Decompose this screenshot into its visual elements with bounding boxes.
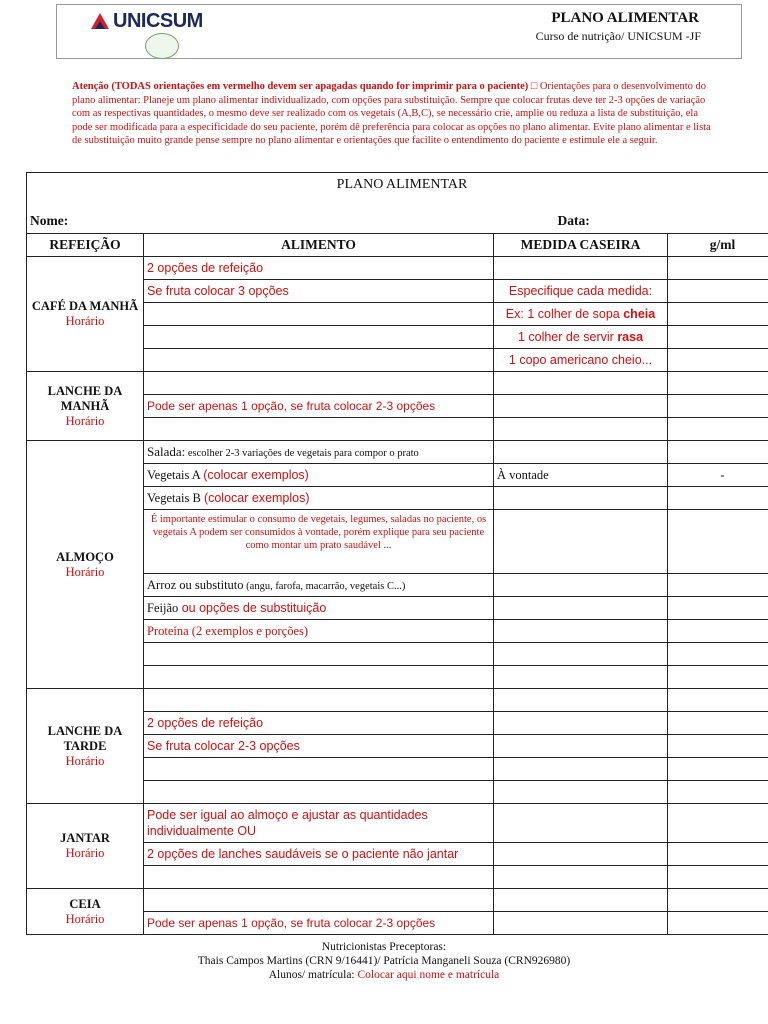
jantar-measure-2[interactable] <box>494 843 668 866</box>
cafe-gml-3[interactable] <box>668 303 768 326</box>
lanche-tarde-measure-3[interactable] <box>494 735 668 758</box>
cafe-food-4[interactable] <box>144 326 494 349</box>
logo-inner-triangle-icon <box>95 21 105 29</box>
almoco-gml-note[interactable] <box>668 510 768 574</box>
lanche-tarde-gml-3[interactable] <box>668 735 768 758</box>
lanche-tarde-food-5[interactable] <box>144 781 494 804</box>
almoco-food-proteina[interactable]: Proteína (2 exemplos e porções) <box>144 620 494 643</box>
vegb-hint: (colocar exemplos) <box>203 490 310 505</box>
cafe-food-2[interactable]: Se fruta colocar 3 opções <box>144 280 494 303</box>
meal-jantar <box>27 804 144 889</box>
footer-students-placeholder: Colocar aqui nome e matrícula <box>357 969 500 981</box>
col-header-gml: g/ml <box>668 234 768 257</box>
cafe-food-1[interactable]: 2 opções de refeição <box>144 257 494 280</box>
almoco-food-9[interactable] <box>144 666 494 689</box>
almoco-measure-salada[interactable] <box>494 441 668 464</box>
cafe-gml-2[interactable] <box>668 280 768 303</box>
almoco-note: É importante estimular o consumo de vegetais, legumes, saladas no paciente, os vegetais A podem ser consumidos à vontade, porém explique para seu paciente como montar um prato saudável ... <box>144 510 494 574</box>
lanche-tarde-gml-5[interactable] <box>668 781 768 804</box>
data-cell[interactable] <box>494 197 768 234</box>
col-header-meal: REFEIÇÃO <box>27 234 144 257</box>
lanche-tarde-gml-1[interactable] <box>668 689 768 712</box>
almoco-food-feijao[interactable] <box>144 597 494 620</box>
footer-line-3 <box>0 968 768 982</box>
vegb-label: Vegetais B <box>147 490 204 505</box>
cafe-gml-4[interactable] <box>668 326 768 349</box>
meal-lanche-tarde-horario: Horário <box>65 753 105 768</box>
meal-lanche-manha <box>27 372 144 441</box>
footer-line-2: Thais Campos Martins (CRN 9/16441)/ Patrícia Manganeli Souza (CRN926980) <box>197 955 571 967</box>
meal-plan-table <box>26 172 768 935</box>
ceia-food-2[interactable]: Pode ser apenas 1 opção, se fruta colocar 2-3 opções <box>144 912 494 935</box>
lanche-tarde-food-1[interactable] <box>144 689 494 712</box>
almoco-measure-vegb[interactable] <box>494 487 668 510</box>
vega-hint: (colocar exemplos) <box>203 467 309 482</box>
lanche-manha-gml-1[interactable] <box>668 372 768 395</box>
almoco-measure-note[interactable] <box>494 510 668 574</box>
unicsum-logo <box>85 9 205 57</box>
meal-ceia <box>27 889 144 935</box>
header-subtitle: Curso de nutrição/ UNICSUM -JF <box>535 29 701 43</box>
almoco-food-arroz[interactable] <box>144 574 494 597</box>
almoco-gml-arroz[interactable] <box>668 574 768 597</box>
lanche-manha-food-3[interactable] <box>144 418 494 441</box>
lanche-tarde-food-2[interactable]: 2 opções de refeição <box>144 712 494 735</box>
data-label: Data: <box>557 213 590 228</box>
almoco-food-salada[interactable] <box>144 441 494 464</box>
meal-lanche-manha-horario: Horário <box>65 413 105 428</box>
jantar-gml-1[interactable] <box>668 804 768 843</box>
lanche-manha-measure-1[interactable] <box>494 372 668 395</box>
meal-cafe-label: CAFÉ DA MANHÃ <box>31 299 139 313</box>
lanche-tarde-food-3[interactable]: Se fruta colocar 2-3 opções <box>144 735 494 758</box>
salada-desc: escolher 2-3 variações de vegetais para compor o prato <box>185 448 419 459</box>
lanche-tarde-measure-1[interactable] <box>494 689 668 712</box>
cafe-measure-3[interactable] <box>494 303 668 326</box>
meal-almoco-label: ALMOÇO <box>56 549 114 564</box>
cafe-food-5[interactable] <box>144 349 494 372</box>
lanche-manha-food-1[interactable] <box>144 372 494 395</box>
lanche-manha-gml-2[interactable] <box>668 395 768 418</box>
meal-lanche-manha-label: LANCHE DA MANHÃ <box>47 383 123 413</box>
document-footer <box>0 940 768 982</box>
cafe-measure-3b: cheia <box>623 307 656 321</box>
cafe-measure-4[interactable] <box>494 326 668 349</box>
ceia-food-1[interactable] <box>144 889 494 912</box>
lanche-manha-measure-3[interactable] <box>494 418 668 441</box>
meal-cafe-horario: Horário <box>65 314 105 328</box>
lanche-tarde-measure-4[interactable] <box>494 758 668 781</box>
meal-ceia-horario: Horário <box>65 911 105 926</box>
lanche-tarde-measure-2[interactable] <box>494 712 668 735</box>
almoco-food-8[interactable] <box>144 643 494 666</box>
almoco-measure-9[interactable] <box>494 666 668 689</box>
meal-almoco <box>27 441 144 689</box>
jantar-gml-3[interactable] <box>668 866 768 889</box>
meal-jantar-horario: Horário <box>65 846 105 860</box>
ceia-gml-2[interactable] <box>668 912 768 935</box>
col-header-food: ALIMENTO <box>144 234 494 257</box>
instructions-warning <box>72 80 712 148</box>
almoco-gml-vega[interactable]: - <box>668 464 768 487</box>
almoco-measure-proteina[interactable] <box>494 620 668 643</box>
lanche-manha-measure-2[interactable] <box>494 395 668 418</box>
almoco-measure-vega[interactable]: À vontade <box>494 464 668 487</box>
feijao-label: Feijão <box>147 600 179 615</box>
meal-almoco-horario: Horário <box>65 564 105 579</box>
arroz-label: Arroz ou substituto <box>147 577 244 592</box>
nome-label: Nome: <box>30 213 69 228</box>
cafe-measure-4a: 1 colher de servir <box>517 330 618 344</box>
almoco-gml-9[interactable] <box>668 666 768 689</box>
jantar-measure-3[interactable] <box>494 866 668 889</box>
almoco-gml-feijao[interactable] <box>668 597 768 620</box>
plan-title: PLANO ALIMENTAR <box>336 177 468 192</box>
warning-bold: Atenção (TODAS orientações em vermelho devem ser apagadas quando for imprimir para o paciente) <box>72 81 529 92</box>
almoco-food-vega[interactable] <box>144 464 494 487</box>
meal-jantar-label: JANTAR <box>60 831 110 845</box>
almoco-gml-8[interactable] <box>668 643 768 666</box>
lanche-tarde-gml-2[interactable] <box>668 712 768 735</box>
cafe-measure-2[interactable]: Especifique cada medida: <box>494 280 668 303</box>
almoco-measure-arroz[interactable] <box>494 574 668 597</box>
brand-name: UNICSUM <box>113 10 203 32</box>
jantar-food-2[interactable]: 2 opções de lanches saudáveis se o paciente não jantar <box>144 843 494 866</box>
almoco-measure-feijao[interactable] <box>494 597 668 620</box>
warning-body: □ Orientações para o desenvolvimento do plano alimentar: Planeje um plano alimentar individualizado, com opções para substituição. Sempre que colocar frutas deve ter 2-3 opções de variação com as respectivas quantidades, o mesmo deve ser realizado com os vegetais (A,B,C), se necessário crie, amplie ou reduza a lista de substituição, ela pode ser modificada para a especificidade do seu paciente, porém dê preferência para colocar as opções no plano alimentar. Evite plano alimentar e lista de substituição muito grande pense sempre no plano alimentar e orientações que facilite o entendimento do paciente e estimule ele a seguir. <box>72 81 711 146</box>
cafe-measure-3a: Ex: 1 colher de sopa <box>505 307 624 321</box>
ceia-gml-1[interactable] <box>668 889 768 912</box>
lanche-tarde-measure-5[interactable] <box>494 781 668 804</box>
jantar-food-1[interactable]: Pode ser igual ao almoço e ajustar as quantidades individualmente OU <box>144 804 494 843</box>
salada-label: Salada: <box>147 444 186 459</box>
jantar-gml-2[interactable] <box>668 843 768 866</box>
cafe-gml-5[interactable] <box>668 349 768 372</box>
jantar-measure-1[interactable] <box>494 804 668 843</box>
lanche-tarde-gml-4[interactable] <box>668 758 768 781</box>
nome-cell[interactable] <box>27 197 494 234</box>
cafe-gml-1[interactable] <box>668 257 768 280</box>
footer-students-label: Alunos/ matrícula: <box>268 969 358 981</box>
lanche-tarde-food-4[interactable] <box>144 758 494 781</box>
almoco-food-vegb[interactable] <box>144 487 494 510</box>
meal-lanche-tarde <box>27 689 144 804</box>
document-header <box>56 4 742 59</box>
arroz-desc: (angu, farofa, macarrão, vegetais C...) <box>243 580 406 592</box>
almoco-measure-8[interactable] <box>494 643 668 666</box>
meal-lanche-tarde-label: LANCHE DA TARDE <box>47 723 123 753</box>
lanche-manha-gml-3[interactable] <box>668 418 768 441</box>
vega-label: Vegetais A <box>147 467 204 482</box>
meal-ceia-label: CEIA <box>69 896 101 911</box>
almoco-gml-salada[interactable] <box>668 441 768 464</box>
cafe-food-3[interactable] <box>144 303 494 326</box>
cafe-measure-5[interactable]: 1 copo americano cheio... <box>494 349 668 372</box>
col-header-measure: MEDIDA CASEIRA <box>494 234 668 257</box>
lanche-manha-food-2[interactable]: Pode ser apenas 1 opção, se fruta colocar 2-3 opções <box>144 395 494 418</box>
plan-title-cell <box>27 173 768 198</box>
seal-icon <box>145 33 179 59</box>
jantar-food-3[interactable] <box>144 866 494 889</box>
almoco-gml-vegb[interactable] <box>668 487 768 510</box>
meal-cafe <box>27 257 144 372</box>
cafe-measure-1[interactable] <box>494 257 668 280</box>
ceia-measure-1[interactable] <box>494 889 668 912</box>
ceia-measure-2[interactable] <box>494 912 668 935</box>
feijao-hint: ou opções de substituição <box>178 600 327 615</box>
header-title: PLANO ALIMENTAR <box>551 10 699 26</box>
footer-line-1: Nutricionistas Preceptoras: <box>321 941 447 953</box>
almoco-gml-proteina[interactable] <box>668 620 768 643</box>
cafe-measure-4b: rasa <box>617 330 644 344</box>
